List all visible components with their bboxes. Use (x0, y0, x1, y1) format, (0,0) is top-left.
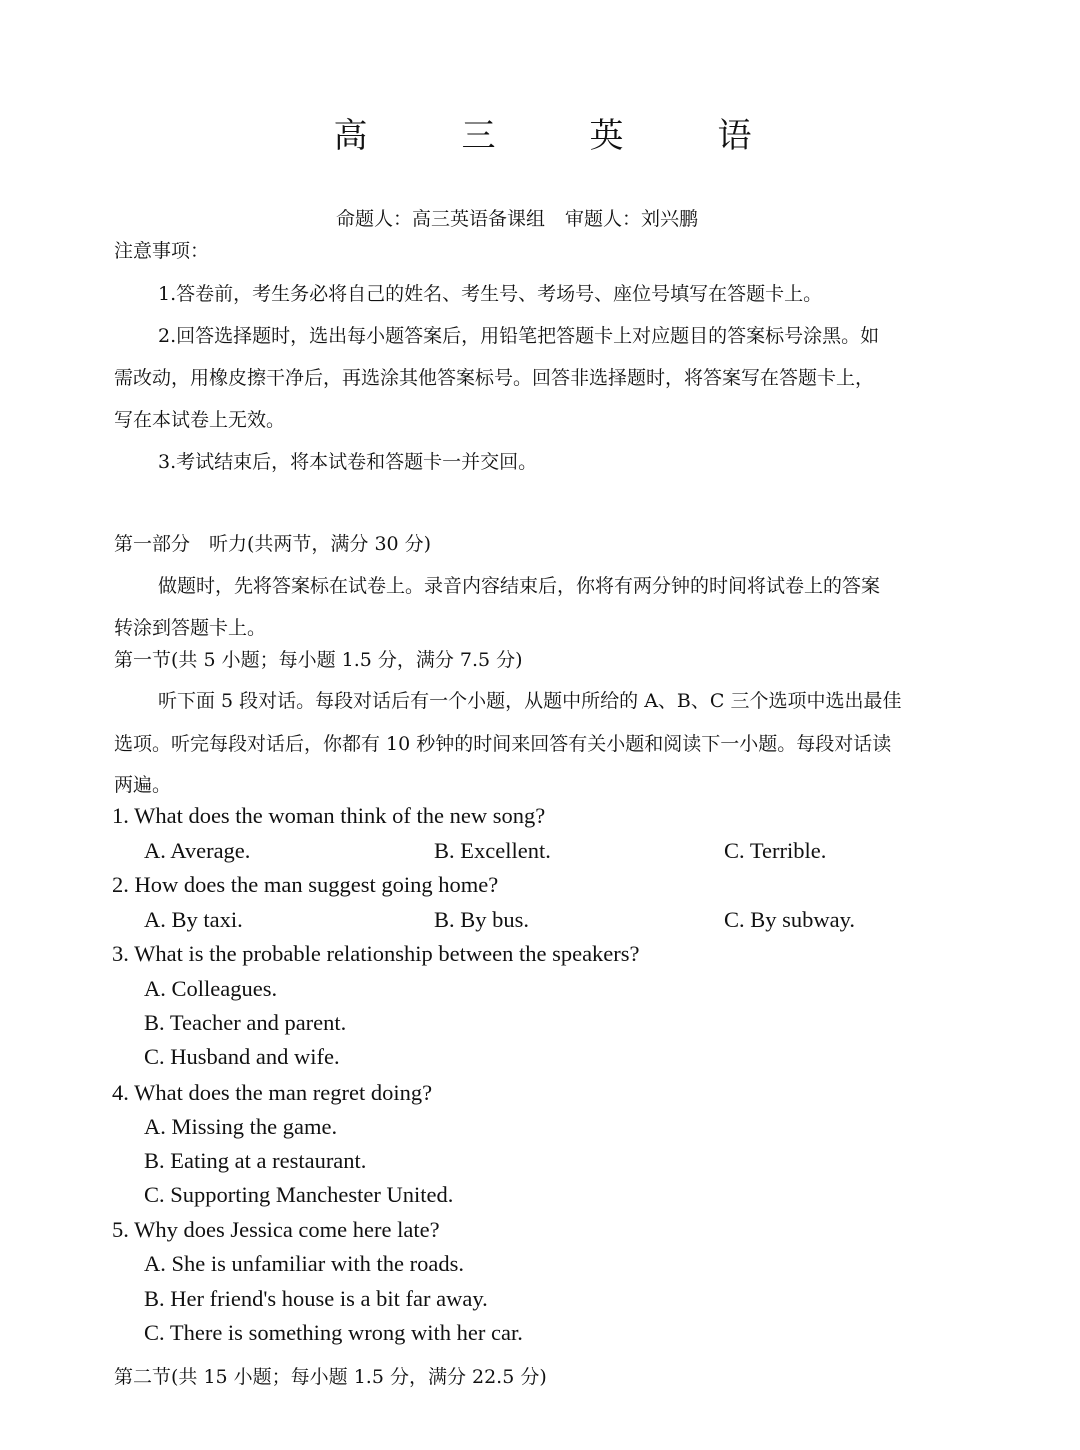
question-5-option-b: B. Her friend's house is a bit far away. (144, 1286, 488, 1311)
question-3-option-a: A. Colleagues. (144, 976, 278, 1001)
part1-intro-line-2: 转涂到答题卡上。 (114, 617, 267, 639)
notice-item-1: 1.答卷前，考生务必将自己的姓名、考生号、考场号、座位号填写在答题卡上。 (158, 283, 823, 305)
question-1-option-a: A. Average. (144, 838, 251, 863)
question-5-option-c: C. There is something wrong with her car. (144, 1320, 523, 1345)
notice-item-2-line-3: 写在本试卷上无效。 (114, 409, 286, 431)
question-3: 3. What is the probable relationship between the speakers? (112, 941, 640, 966)
question-2-option-a: A. By taxi. (144, 907, 243, 932)
exam-title: 高 三 英 语 (333, 116, 782, 156)
part1-heading: 第一部分 听力(共两节，满分 30 分) (114, 533, 432, 555)
question-2: 2. How does the man suggest going home? (112, 872, 499, 897)
reviewer-text: 审题人：刘兴鹏 (565, 208, 699, 230)
question-2-option-c: C. By subway. (724, 907, 856, 932)
question-3-option-b: B. Teacher and parent. (144, 1010, 347, 1035)
notice-item-2-line-1: 2.回答选择题时，选出每小题答案后，用铅笔把答题卡上对应题目的答案标号涂黑。如 (158, 325, 880, 347)
question-2-option-b: B. By bus. (434, 907, 530, 932)
author-line (336, 204, 698, 231)
section1-heading: 第一节(共 5 小题；每小题 1.5 分，满分 7.5 分) (114, 649, 523, 671)
notice-item-2-line-2: 需改动，用橡皮擦干净后，再选涂其他答案标号。回答非选择题时，将答案写在答题卡上， (114, 367, 875, 389)
setter-text: 命题人：高三英语备课组 (336, 208, 546, 230)
part1-intro-line-1: 做题时，先将答案标在试卷上。录音内容结束后，你将有两分钟的时间将试卷上的答案 (158, 575, 881, 597)
question-5-option-a: A. She is unfamiliar with the roads. (144, 1251, 464, 1276)
notice-item-3: 3.考试结束后，将本试卷和答题卡一并交回。 (158, 451, 538, 473)
question-1: 1. What does the woman think of the new song? (112, 803, 546, 828)
question-1-option-b: B. Excellent. (434, 838, 551, 863)
notice-heading: 注意事项： (114, 240, 210, 262)
question-1-option-c: C. Terrible. (724, 838, 827, 863)
question-4: 4. What does the man regret doing? (112, 1080, 433, 1105)
section1-intro-line-1: 听下面 5 段对话。每段对话后有一个小题，从题中所给的 A、B、C 三个选项中选出最佳 (158, 690, 902, 712)
section1-intro-line-3: 两遍。 (114, 774, 172, 796)
question-4-option-a: A. Missing the game. (144, 1114, 338, 1139)
section2-heading: 第二节(共 15 小题；每小题 1.5 分，满分 22.5 分) (114, 1366, 547, 1388)
question-3-option-c: C. Husband and wife. (144, 1044, 340, 1069)
section1-intro-line-2: 选项。听完每段对话后，你都有 10 秒钟的时间来回答有关小题和阅读下一小题。每段对话读 (114, 733, 892, 755)
question-4-option-c: C. Supporting Manchester United. (144, 1182, 454, 1207)
question-5: 5. Why does Jessica come here late? (112, 1217, 440, 1242)
question-4-option-b: B. Eating at a restaurant. (144, 1148, 367, 1173)
